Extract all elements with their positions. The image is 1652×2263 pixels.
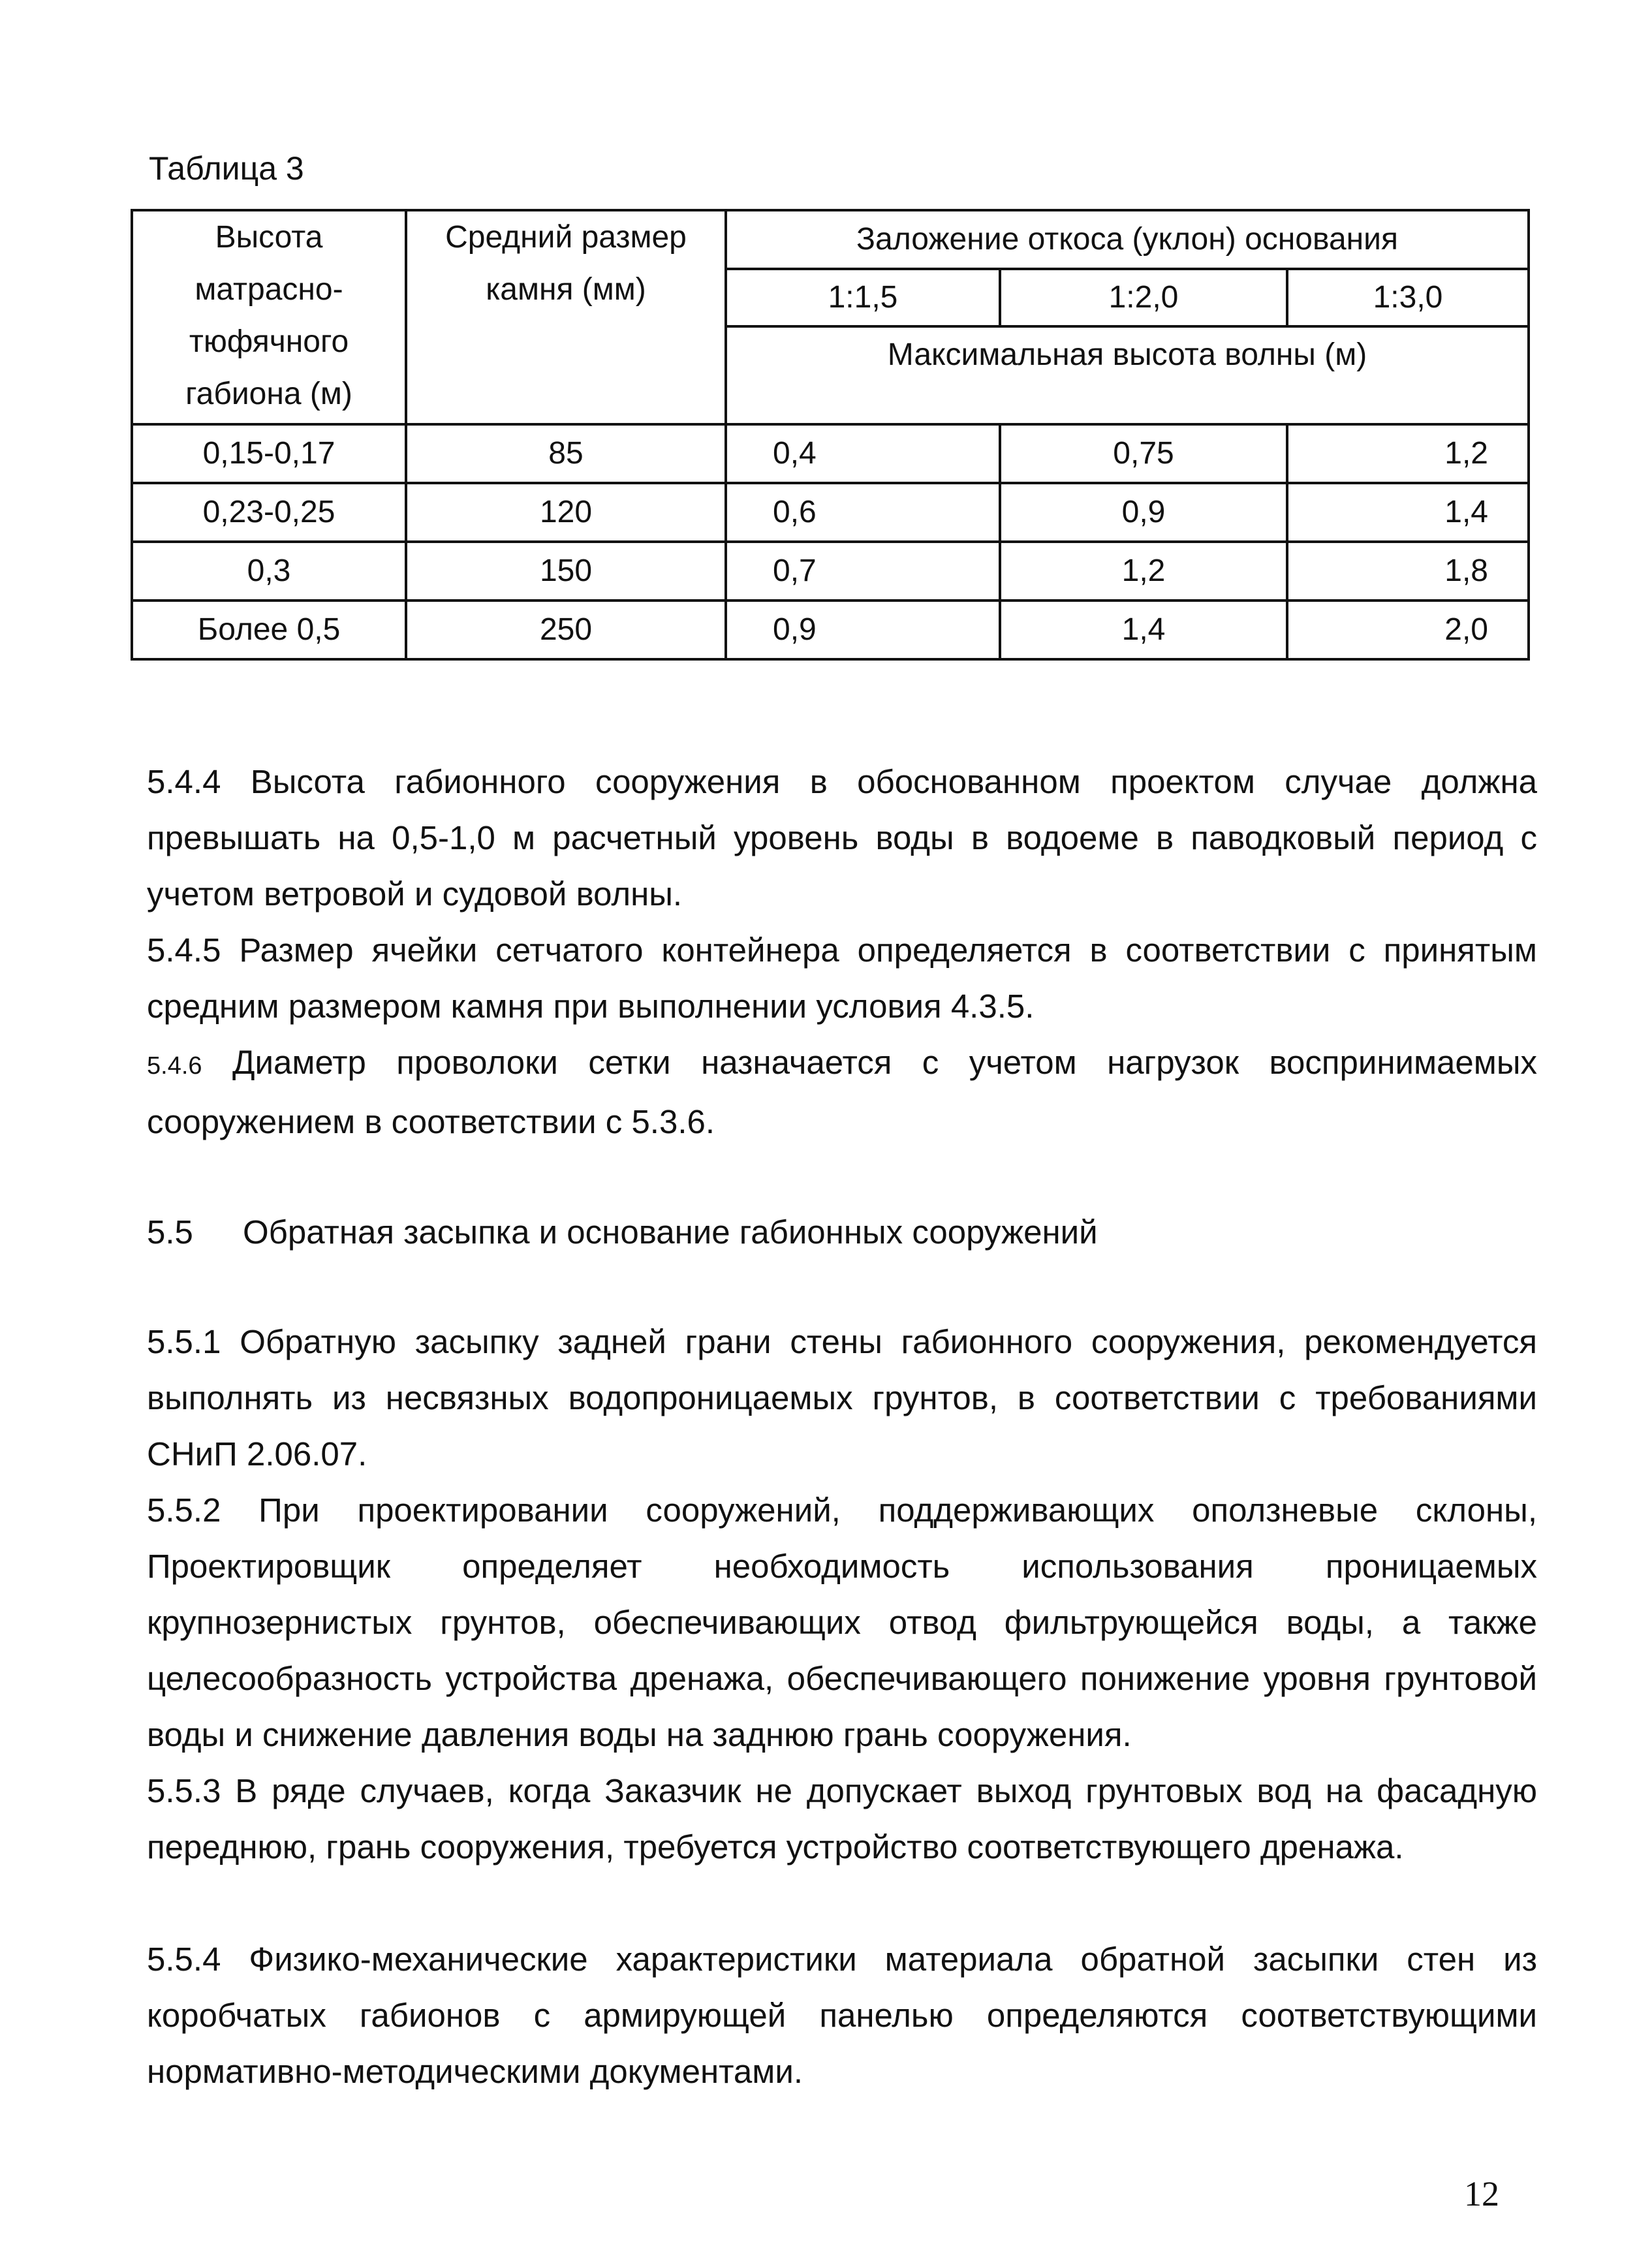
table-row [132, 601, 1529, 659]
header-gabion-height-line4: габиона (м) [185, 377, 352, 411]
cell-slope-2: 1,2 [1000, 542, 1287, 601]
paragraph-5-4-5: 5.4.5 Размер ячейки сетчатого контейнера определяется в соответствии с принятым средним размером камня при выполнении условия 4.3.5. [147, 931, 1537, 1025]
paragraph-5-4-6 [147, 1035, 1537, 1150]
section-5-5-number: 5.5 [147, 1213, 193, 1251]
cell-slope-3: 2,0 [1287, 601, 1529, 659]
wave-height-table [131, 209, 1530, 661]
header-stone-size-line1: Средний размер [445, 220, 687, 255]
paragraph-5-4-6-number: 5.4.6 [147, 1052, 202, 1080]
page-number: 12 [1464, 2174, 1499, 2213]
cell-slope-3: 1,4 [1287, 483, 1529, 542]
cell-slope-1: 0,9 [726, 601, 1000, 659]
table-row [132, 424, 1529, 483]
paragraph-5-4-4: 5.4.4 Высота габионного сооружения в обоснованном проектом случае должна превышать на 0,5-1,0 м расчетный уровень воды в водоеме в паводковый период с учетом ветровой и судовой волны. [147, 763, 1537, 913]
header-gabion-height-line1: Высота [215, 220, 323, 255]
header-slope-3: 1:3,0 [1287, 269, 1529, 326]
section-5-5-heading: Обратная засыпка и основание габионных сооружений [243, 1213, 1098, 1251]
cell-stone: 120 [406, 483, 726, 542]
cell-slope-1: 0,4 [726, 424, 1000, 483]
table-row [132, 483, 1529, 542]
paragraph-5-5-3: 5.5.3 В ряде случаев, когда Заказчик не допускает выход грунтовых вод на фасадную переднюю, грань сооружения, требуется устройство соответствующего дренажа. [147, 1772, 1537, 1865]
cell-slope-3: 1,8 [1287, 542, 1529, 601]
table-caption: Таблица 3 [149, 150, 304, 187]
cell-height: Более 0,5 [132, 601, 406, 659]
header-gabion-height-line2: матрасно- [195, 272, 343, 307]
header-gabion-height [132, 210, 406, 424]
paragraph-5-5-4: 5.5.4 Физико-механические характеристики материала обратной засыпки стен из коробчатых габионов с армирующей панелью определяются соответствующими нормативно-методическими документами. [147, 1941, 1537, 2090]
cell-stone: 85 [406, 424, 726, 483]
cell-slope-3: 1,2 [1287, 424, 1529, 483]
cell-height: 0,23-0,25 [132, 483, 406, 542]
cell-height: 0,15-0,17 [132, 424, 406, 483]
header-slope-group: Заложение откоса (уклон) основания [726, 210, 1529, 269]
cell-slope-2: 1,4 [1000, 601, 1287, 659]
header-slope-2: 1:2,0 [1000, 269, 1287, 326]
header-max-wave-height: Максимальная высота волны (м) [726, 326, 1529, 424]
cell-slope-2: 0,75 [1000, 424, 1287, 483]
header-gabion-height-line3: тюфячного [189, 324, 349, 359]
table-row [132, 542, 1529, 601]
paragraph-5-5-2: 5.5.2 При проектировании сооружений, поддерживающих оползневые склоны, Проектировщик определяет необходимость использования проницаемых крупнозернистых грунтов, обеспечивающих отвод фильтрующейся воды, а также целесообразность устройства дренажа, обеспечивающего понижение уровня грунтовой воды и снижение давления воды на заднюю грань сооружения. [147, 1491, 1537, 1753]
cell-slope-2: 0,9 [1000, 483, 1287, 542]
cell-stone: 250 [406, 601, 726, 659]
cell-stone: 150 [406, 542, 726, 601]
cell-slope-1: 0,6 [726, 483, 1000, 542]
cell-height: 0,3 [132, 542, 406, 601]
header-stone-size-line2: камня (мм) [486, 272, 646, 307]
cell-slope-1: 0,7 [726, 542, 1000, 601]
paragraph-5-4-6-text: Диаметр проволоки сетки назначается с учетом нагрузок воспринимаемых сооружением в соответствии с 5.3.6. [147, 1044, 1537, 1140]
header-slope-1: 1:1,5 [726, 269, 1000, 326]
header-stone-size [406, 210, 726, 424]
paragraph-5-5-1: 5.5.1 Обратную засыпку задней грани стены габионного сооружения, рекомендуется выполнять из несвязных водопроницаемых грунтов, в соответствии с требованиями СНиП 2.06.07. [147, 1323, 1537, 1473]
